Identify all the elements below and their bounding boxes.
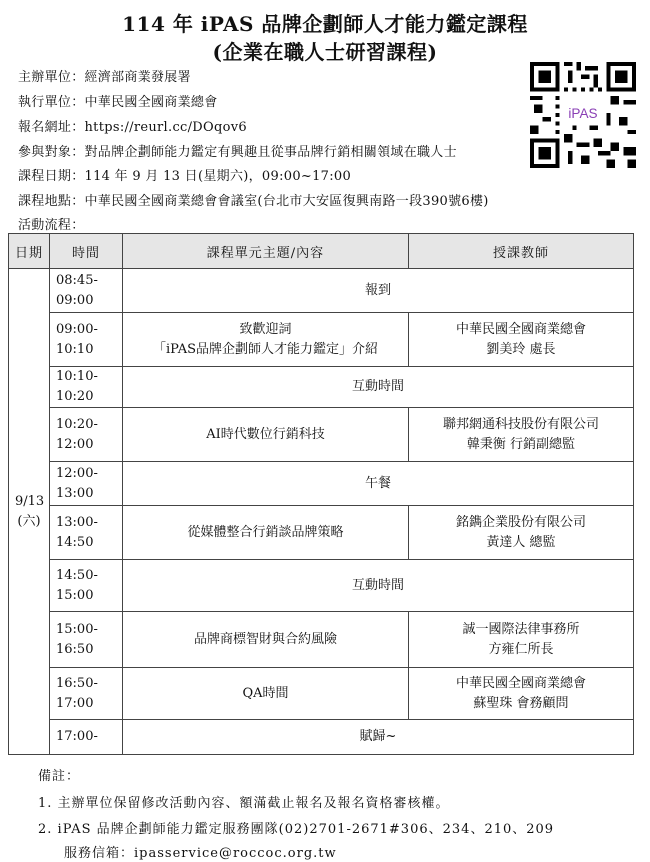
course-date-line: 課程日期：114 年 9 月 13 日(星期六)，09:00~17:00 [18, 169, 352, 184]
table-row [9, 408, 634, 462]
teacher-cell: 聯邦網通科技股份有限公司 韓秉衡 行銷副總監 [409, 408, 634, 462]
table-header-row [9, 234, 634, 269]
executor-line: 執行單位：中華民國全國商業總會 [18, 95, 218, 110]
page-subtitle: (企業在職人士研習課程) [212, 40, 438, 64]
time-cell: 10:10- 10:20 [50, 367, 123, 408]
location-line: 課程地點：中華民國全國商業總會會議室(台北市大安區復興南路一段390號6樓) [18, 194, 489, 209]
time-cell: 15:00- 16:50 [50, 612, 123, 668]
page-title: 114 年 iPAS 品牌企劃師人才能力鑑定課程 [122, 12, 528, 36]
time-cell: 09:00- 10:10 [50, 313, 123, 367]
time-cell: 17:00- [50, 720, 123, 755]
time-cell: 10:20- 12:00 [50, 408, 123, 462]
table-row [9, 560, 634, 612]
table-row [9, 367, 634, 408]
schedule-table [8, 233, 634, 755]
topic-cell: AI時代數位行銷科技 [123, 408, 409, 462]
table-row [9, 720, 634, 755]
time-cell: 14:50- 15:00 [50, 560, 123, 612]
qr-center-label: iPAS [568, 105, 598, 121]
topic-cell: 從媒體整合行銷談品牌策略 [123, 506, 409, 560]
signup-url-line[interactable]: 報名網址：https://reurl.cc/DOqov6 [18, 120, 247, 135]
teacher-cell: 中華民國全國商業總會 劉美玲 處長 [409, 313, 634, 367]
notes-heading: 備註： [38, 769, 81, 784]
topic-cell: 賦歸~ [123, 720, 634, 755]
topic-cell: QA時間 [123, 668, 409, 720]
table-row [9, 462, 634, 506]
table-row [9, 313, 634, 367]
teacher-cell: 中華民國全國商業總會 蘇聖珠 會務顧問 [409, 668, 634, 720]
table-row [9, 612, 634, 668]
time-cell: 12:00- 13:00 [50, 462, 123, 506]
teacher-cell: 誠一國際法律事務所 方雍仁所長 [409, 612, 634, 668]
topic-cell: 互動時間 [123, 560, 634, 612]
topic-cell: 致歡迎詞 「iPAS品牌企劃師人才能力鑑定」介紹 [123, 313, 409, 367]
audience-line: 參與對象：對品牌企劃師能力鑑定有興趣且從事品牌行銷相關領域在職人士 [18, 145, 457, 160]
topic-cell: 午餐 [123, 462, 634, 506]
header-time: 時間 [50, 234, 123, 269]
time-cell: 16:50- 17:00 [50, 668, 123, 720]
note-item-2: 2. iPAS 品牌企劃師能力鑑定服務團隊(02)2701-2671#306、234、210、209 [38, 822, 555, 837]
service-email[interactable]: 服務信箱：ipasservice@roccoc.org.tw [64, 846, 337, 861]
topic-cell: 互動時間 [123, 367, 634, 408]
time-cell: 08:45- 09:00 [50, 269, 123, 313]
qr-code-image[interactable] [530, 62, 636, 168]
table-row [9, 269, 634, 313]
header-teacher: 授課教師 [409, 234, 634, 269]
date-cell: 9/13 (六) [9, 269, 50, 755]
organizer-line: 主辦單位：經濟部商業發展署 [18, 70, 191, 85]
header-date: 日期 [9, 234, 50, 269]
note-item-1: 1. 主辦單位保留修改活動內容、額滿截止報名及報名資格審核權。 [38, 796, 450, 811]
teacher-cell: 銘鐫企業股份有限公司 黃達人 總監 [409, 506, 634, 560]
time-cell: 13:00- 14:50 [50, 506, 123, 560]
table-row [9, 668, 634, 720]
topic-cell: 報到 [123, 269, 634, 313]
flow-label: 活動流程： [18, 218, 85, 233]
topic-cell: 品牌商標智財與合約風險 [123, 612, 409, 668]
table-row [9, 506, 634, 560]
header-topic: 課程單元主題/內容 [123, 234, 409, 269]
